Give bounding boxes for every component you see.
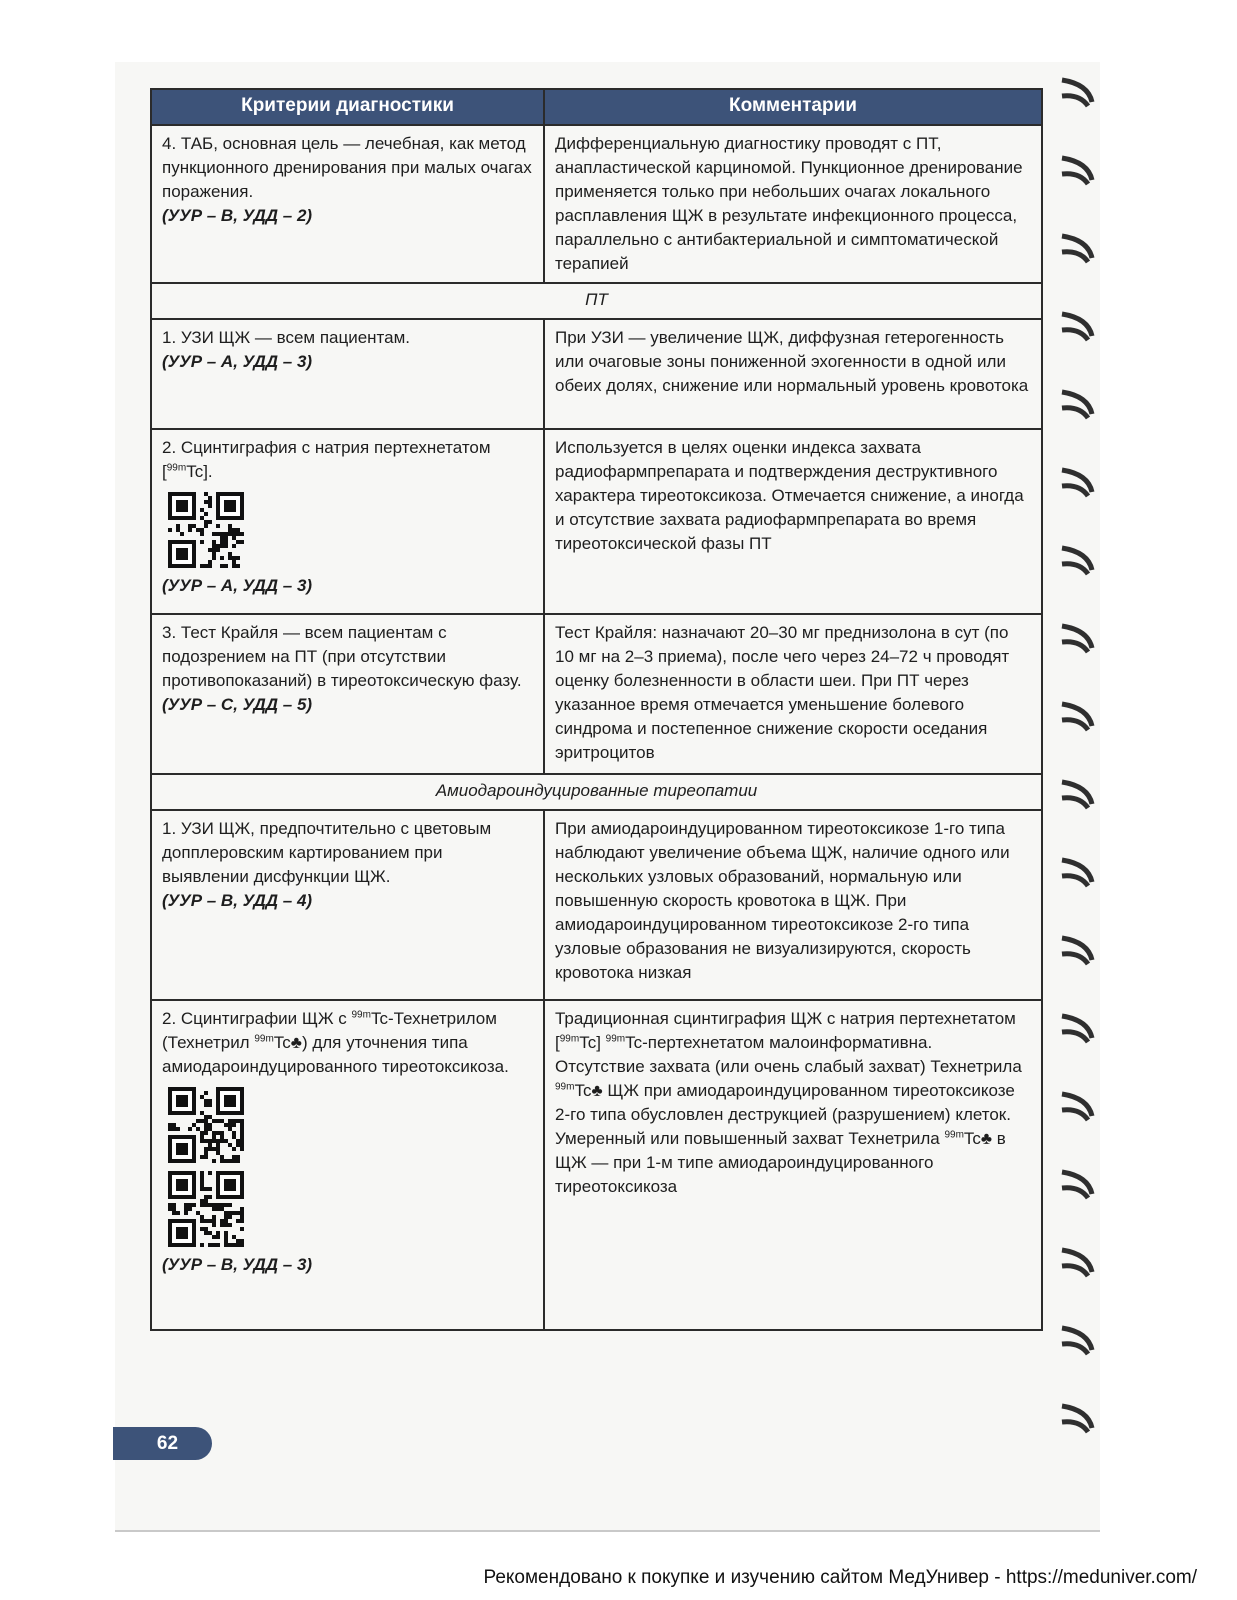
footer-recommendation: Рекомендовано к покупке и изучению сайтом МедУнивер - https://meduniver.com/	[483, 1567, 1197, 1588]
evidence-grade: (УУР – А, УДД – 3)	[162, 576, 313, 595]
page-edge	[115, 1530, 1100, 1532]
section-row	[151, 774, 1042, 810]
comment-text: Используется в целях оценки индекса захвата радиофармпрепарата и подтверждения деструктивного характера тиреотоксикоза. Отмечается снижение, а иногда и отсутствие захвата радиофармпрепарата во время тиреотоксической фазы ПТ	[555, 438, 1024, 553]
page-number: 62	[113, 1427, 212, 1460]
table-row	[151, 429, 1042, 614]
criteria-cell	[151, 614, 544, 774]
diagnostics-table	[150, 88, 1043, 1331]
section-title: Амиодароиндуцированные тиреопатии	[151, 774, 1042, 810]
criteria-cell	[151, 810, 544, 1000]
criteria-text: 2. Сцинтиграфия с натрия пертехнетатом [$^{99m}$Tc].	[162, 438, 491, 481]
comment-text: Традиционная сцинтиграфия ЩЖ с натрия пертехнетатом [$^{99m}$Tc] $^{99m}$Tc-пертехнетатом малоинформативна.	[555, 1009, 1016, 1052]
criteria-text: 4. ТАБ, основная цель — лечебная, как метод пункционного дренирования при малых очагах поражения.	[162, 134, 532, 201]
comment-text: Отсутствие захвата (или очень слабый захват) Технетрила $^{99m}$Tc♣ ЩЖ при амиодароиндуцированном тиреотоксикозе 2-го типа обусловлен деструкцией (разрушением) клеток. Умеренный или повышенный захват Технетрила $^{99m}$Tc♣ в ЩЖ — при 1-м типе амиодароиндуцированного тиреотоксикоза	[555, 1057, 1022, 1196]
comment-text: При амиодароиндуцированном тиреотоксикозе 1-го типа наблюдают увеличение объема ЩЖ, наличие одного или нескольких узловых образований, нормальную или повышенную скорость кровотока в ЩЖ. При амиодароиндуцированном тиреотоксикозе 2-го типа узловые образования не визуализируются, скорость кровотока низкая	[555, 819, 1010, 982]
comment-cell	[544, 319, 1042, 429]
criteria-text: 2. Сцинтиграфии ЩЖ с $^{99m}$Tc-Технетрилом (Технетрил $^{99m}$Tc♣) для уточнения типа амиодароиндуцированного тиреотоксикоза.	[162, 1009, 509, 1076]
table-row	[151, 614, 1042, 774]
table-row	[151, 319, 1042, 429]
comment-cell	[544, 125, 1042, 283]
evidence-grade: (УУР – В, УДД – 3)	[162, 1255, 313, 1274]
comment-cell	[544, 429, 1042, 614]
criteria-text: 3. Тест Крайля — всем пациентам с подозрением на ПТ (при отсутствии противопоказаний) в тиреотоксическую фазу.	[162, 623, 522, 690]
comment-cell	[544, 1000, 1042, 1330]
criteria-cell	[151, 319, 544, 429]
section-row	[151, 283, 1042, 319]
header-criteria: Критерии диагностики	[151, 89, 544, 125]
evidence-grade: (УУР – С, УДД – 5)	[162, 695, 313, 714]
header-comments: Комментарии	[544, 89, 1042, 125]
spiral-binding	[1048, 62, 1100, 1530]
table-row	[151, 810, 1042, 1000]
comment-text: Дифференциальную диагностику проводят с ПТ, анапластической карциномой. Пункционное дренирование применяется только при небольших очагах локального расплавления ЩЖ в результате инфекционного процесса, параллельно с антибактериальной и симптоматической терапией	[555, 134, 1023, 273]
comment-cell	[544, 614, 1042, 774]
criteria-cell	[151, 125, 544, 283]
table-row	[151, 125, 1042, 283]
comment-text: Тест Крайля: назначают 20–30 мг преднизолона в сут (по 10 мг на 2–3 приема), после чего через 24–72 ч проводят оценку болезненности в области шеи. При ПТ через указанное время отмечается уменьшение болевого синдрома и постепенное снижение скорости оседания эритроцитов	[555, 623, 1010, 762]
criteria-text: 1. УЗИ ЩЖ — всем пациентам.	[162, 328, 411, 347]
evidence-grade: (УУР – В, УДД – 4)	[162, 891, 313, 910]
table-row	[151, 1000, 1042, 1330]
section-title: ПТ	[151, 283, 1042, 319]
comment-cell	[544, 810, 1042, 1000]
criteria-cell	[151, 429, 544, 614]
table-header-row	[151, 89, 1042, 125]
evidence-grade: (УУР – А, УДД – 3)	[162, 352, 313, 371]
criteria-cell	[151, 1000, 544, 1330]
comment-text: При УЗИ — увеличение ЩЖ, диффузная гетерогенность или очаговые зоны пониженной эхогенности в одной или обеих долях, снижение или нормальный уровень кровотока	[555, 328, 1029, 395]
criteria-text: 1. УЗИ ЩЖ, предпочтительно с цветовым допплеровским картированием при выявлении дисфункции ЩЖ.	[162, 819, 492, 886]
qr-code-icon[interactable]	[168, 1171, 244, 1247]
qr-code-icon[interactable]	[168, 492, 244, 568]
qr-code-icon[interactable]	[168, 1087, 244, 1163]
evidence-grade: (УУР – В, УДД – 2)	[162, 206, 313, 225]
